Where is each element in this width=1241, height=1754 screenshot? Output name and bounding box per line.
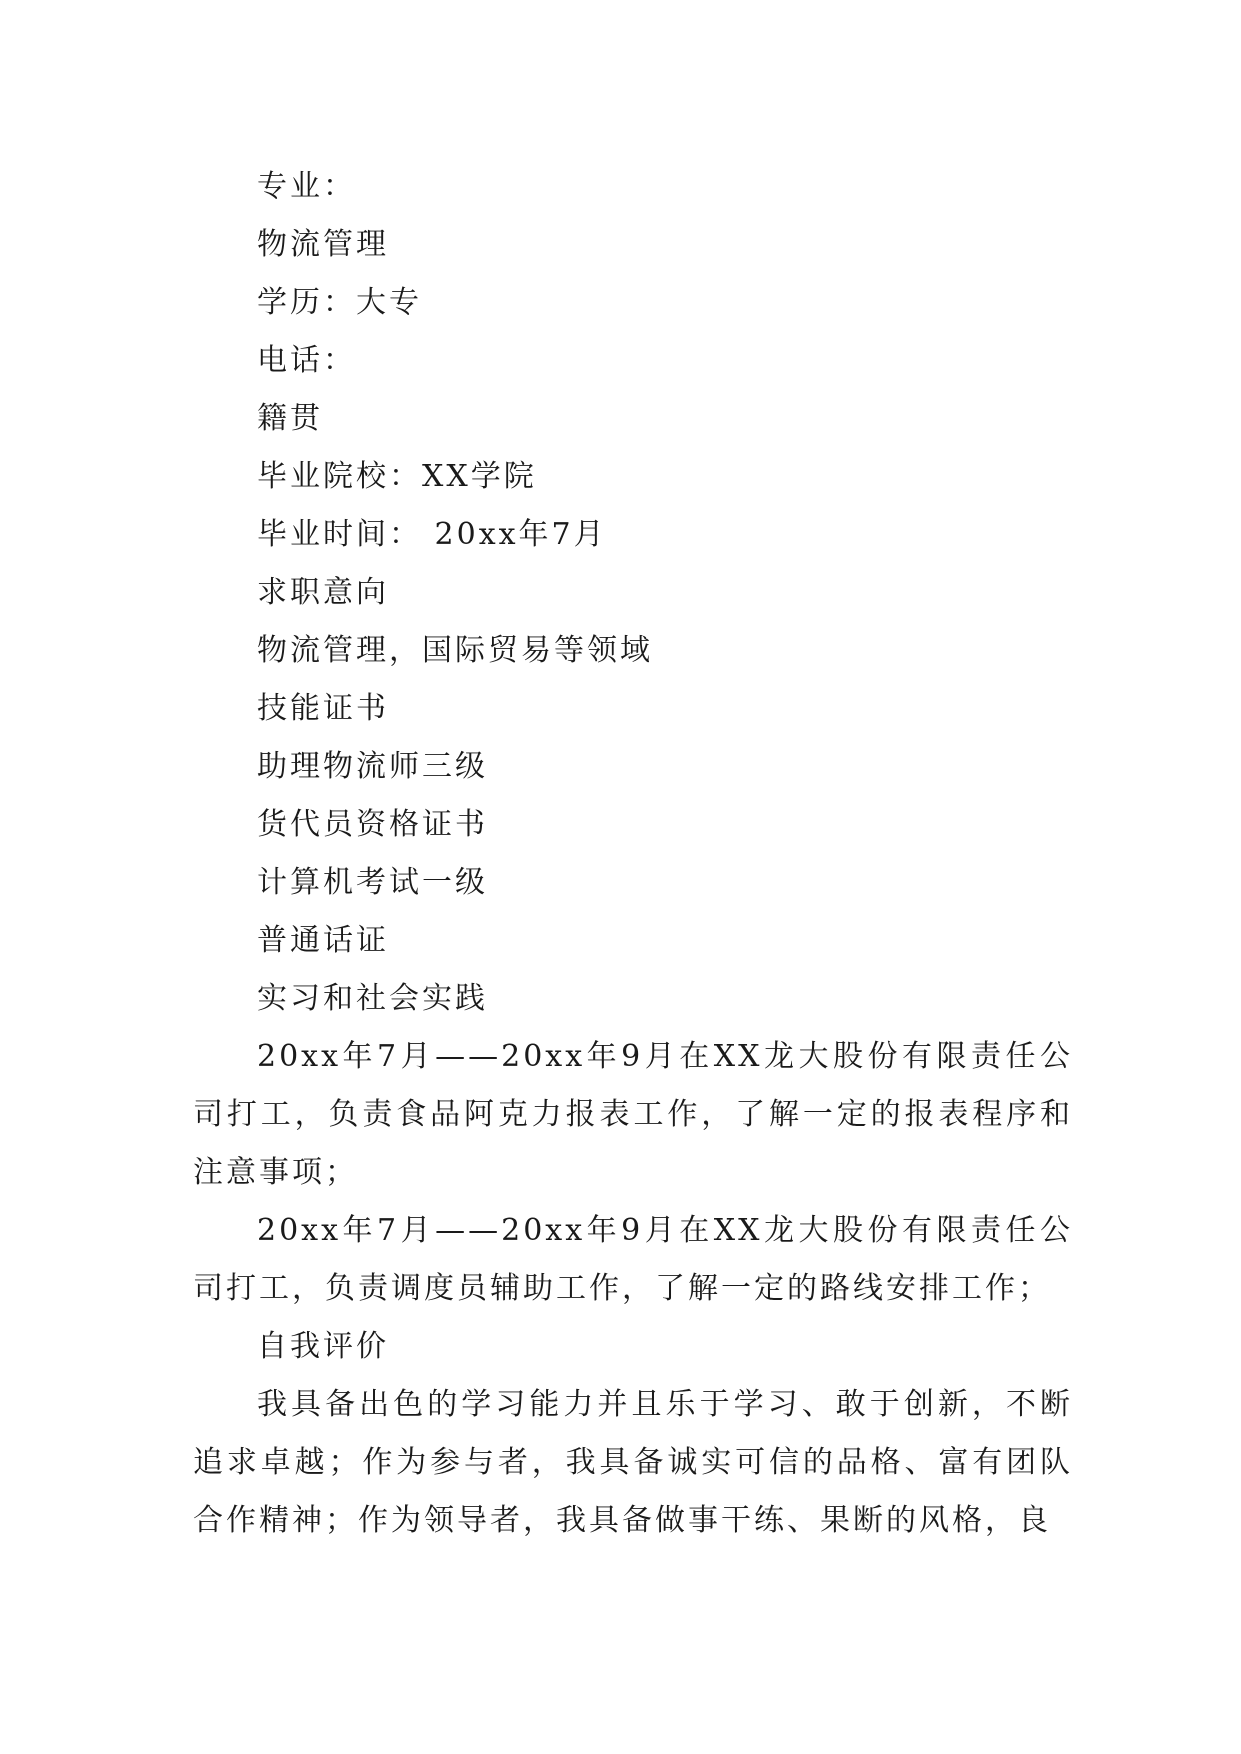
section-heading-self-evaluation: 自我评价	[257, 1329, 389, 1364]
section-heading-certificates: 技能证书	[257, 691, 389, 726]
certificate-item: 普通话证	[257, 923, 389, 958]
certificate-item: 助理物流师三级	[257, 749, 488, 784]
field-education: 学历：大专	[257, 285, 422, 320]
resume-content	[193, 158, 1073, 1550]
field-major-label: 专业：	[257, 169, 356, 204]
certificate-item: 计算机考试一级	[257, 865, 488, 900]
field-hometown: 籍贯	[257, 401, 323, 436]
field-phone: 电话：	[257, 343, 356, 378]
self-evaluation-paragraph: 我具备出色的学习能力并且乐于学习、敢于创新，不断追求卓越；作为参与者，我具备诚实可信的品格、富有团队合作精神；作为领导者，我具备做事干练、果断的风格，良	[193, 1387, 1073, 1538]
certificate-item: 货代员资格证书	[257, 807, 488, 842]
internship-paragraph-1: 20xx年7月——20xx年9月在XX龙大股份有限责任公司打工，负责食品阿克力报表工作，了解一定的报表程序和注意事项；	[193, 1039, 1073, 1190]
field-major-value: 物流管理	[257, 227, 389, 262]
section-heading-internship: 实习和社会实践	[257, 981, 488, 1016]
field-graduation-date: 毕业时间： 20xx年7月	[257, 517, 607, 552]
internship-paragraph-2: 20xx年7月——20xx年9月在XX龙大股份有限责任公司打工，负责调度员辅助工作，了解一定的路线安排工作；	[193, 1213, 1073, 1306]
section-heading-job-intention: 求职意向	[257, 575, 389, 610]
job-intention-text: 物流管理，国际贸易等领域	[257, 633, 653, 668]
field-school: 毕业院校：XX学院	[257, 459, 537, 494]
